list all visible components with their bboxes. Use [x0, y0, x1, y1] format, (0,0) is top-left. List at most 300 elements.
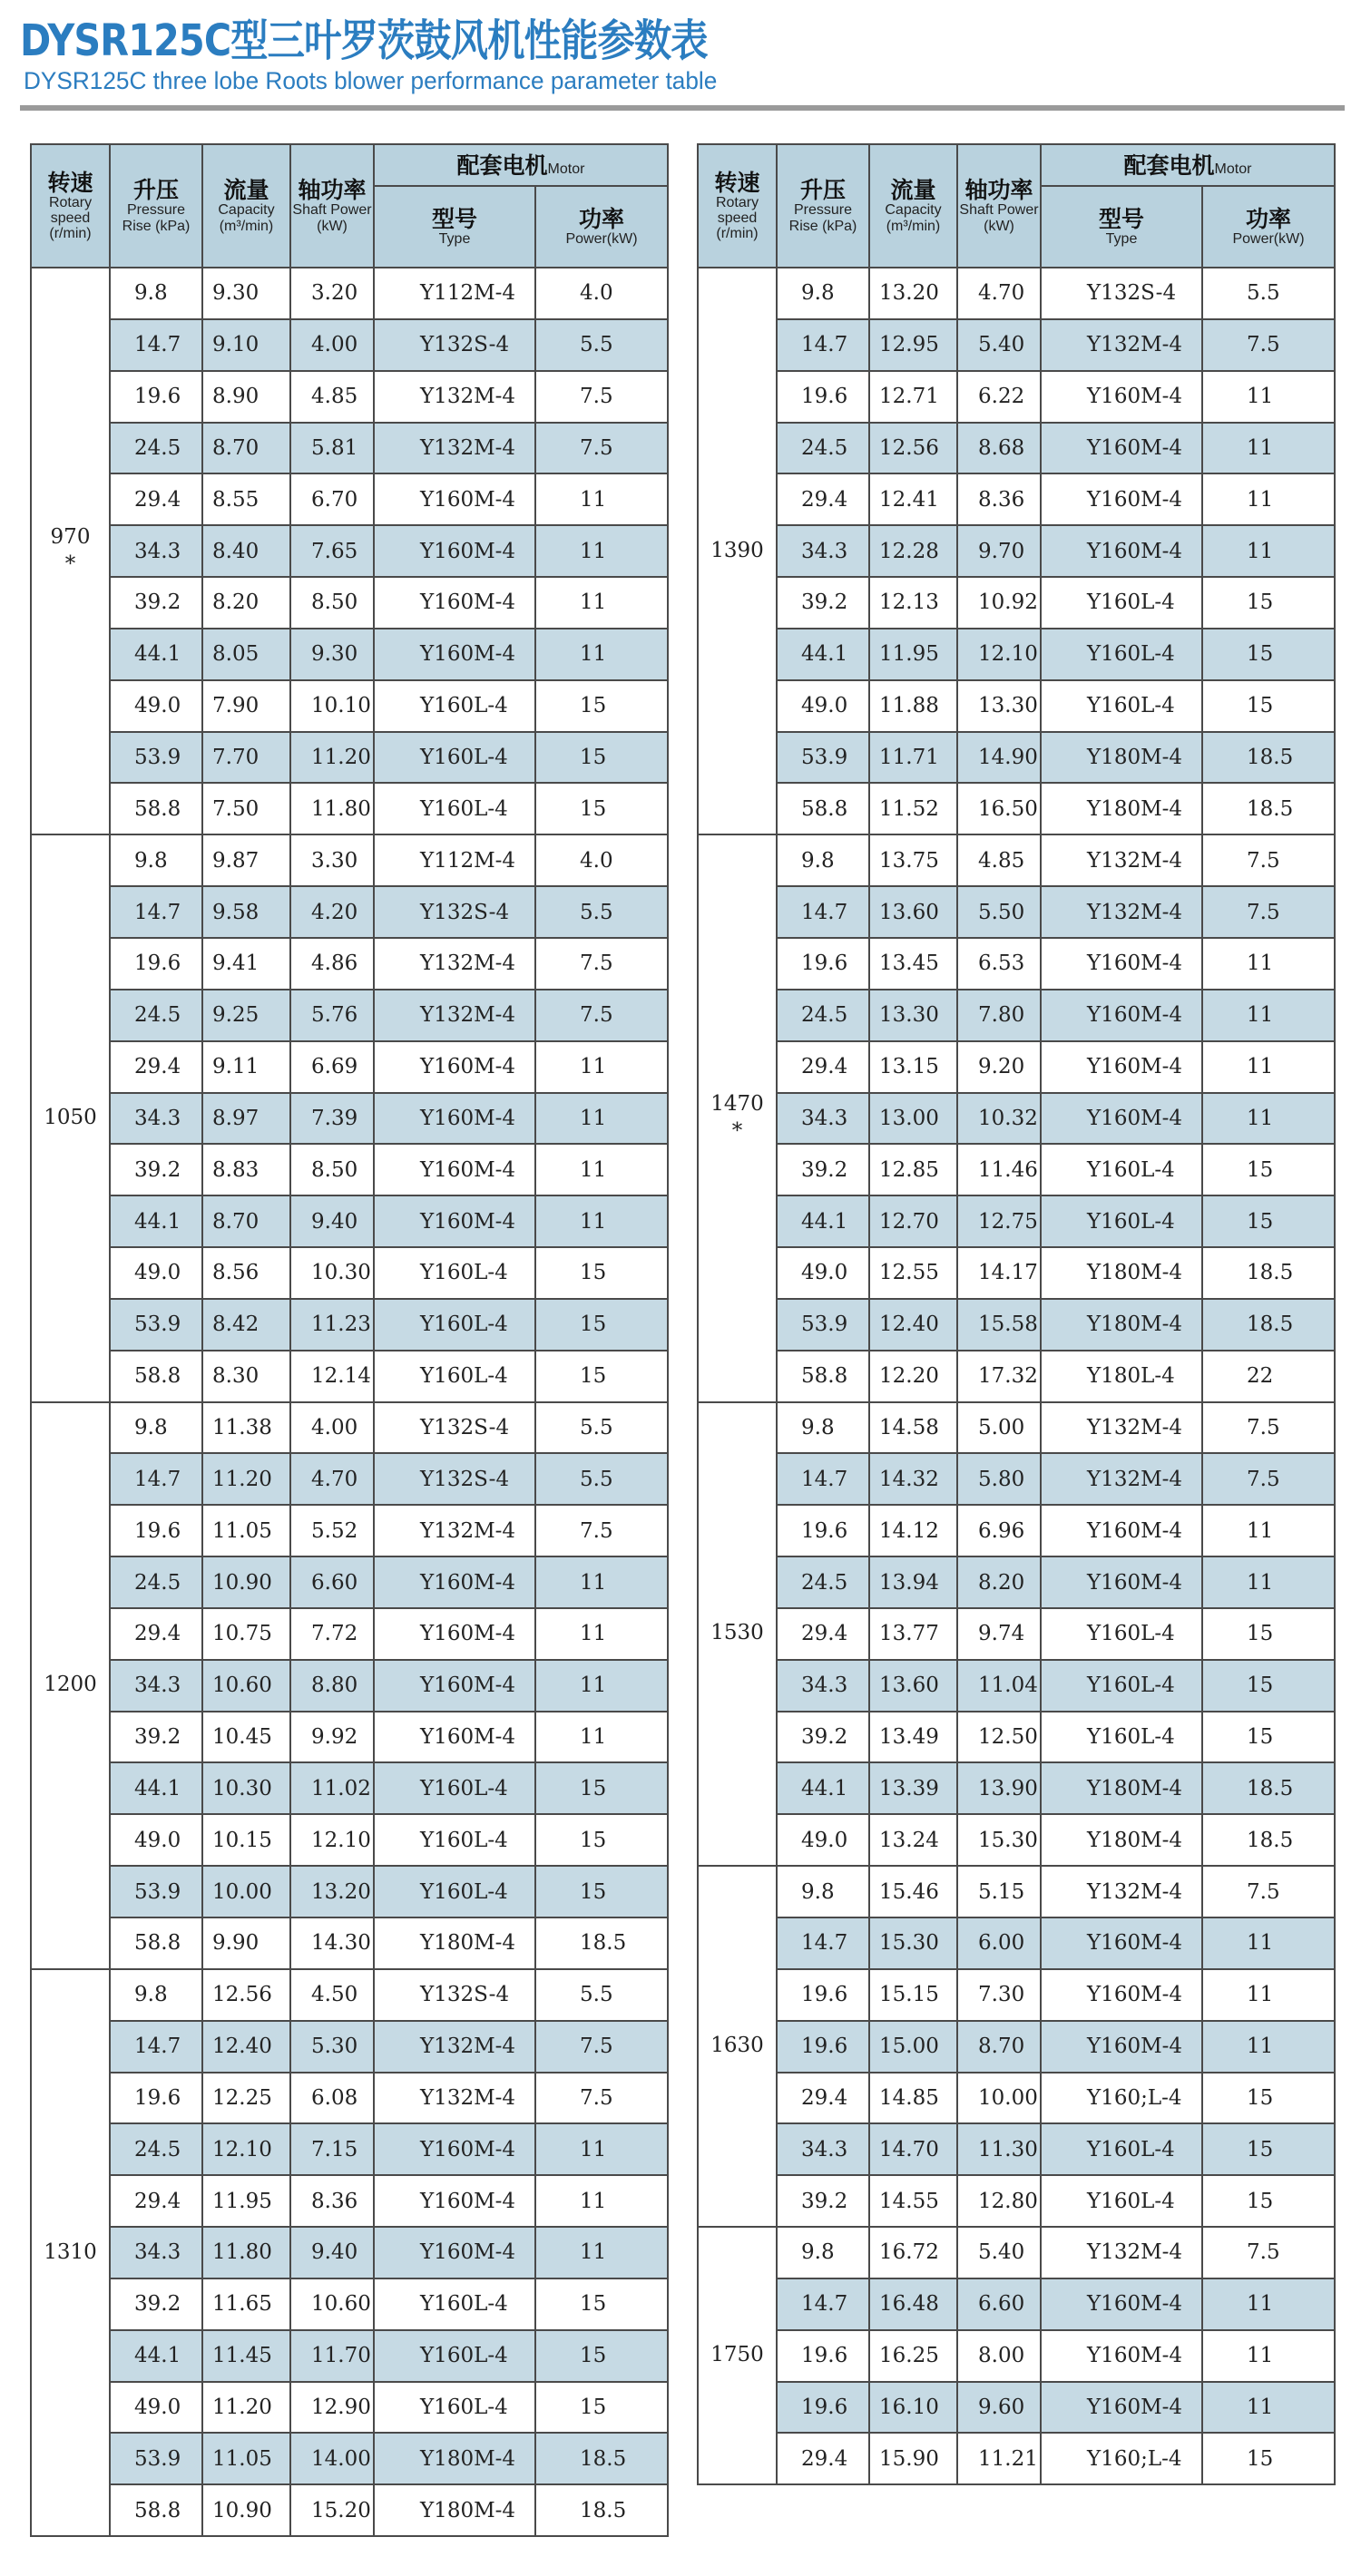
motor-type-cell: Y160M-4 [374, 1660, 535, 1712]
table-row [31, 473, 668, 525]
speed-cell [698, 1866, 777, 2227]
motor-type-cell: Y132M-4 [374, 990, 535, 1041]
header-pressure: 升压 Pressure Rise (kPa) [110, 144, 202, 268]
shaft-power-cell: 8.50 [290, 1144, 374, 1195]
shaft-power-cell: 5.81 [290, 423, 374, 474]
capacity-cell: 10.15 [202, 1814, 290, 1866]
shaft-power-cell: 11.02 [290, 1762, 374, 1814]
shaft-power-cell: 5.52 [290, 1505, 374, 1556]
motor-type-cell: Y132S-4 [374, 886, 535, 938]
pressure-cell: 19.6 [110, 371, 202, 423]
shaft-power-cell: 6.00 [957, 1917, 1041, 1969]
motor-type-cell: Y160L-4 [1041, 1660, 1202, 1712]
table-row [31, 423, 668, 474]
shaft-power-cell: 12.90 [290, 2382, 374, 2434]
pressure-cell: 9.8 [777, 2227, 869, 2278]
motor-power-cell: 11 [535, 1195, 668, 1247]
motor-type-cell: Y160L-4 [374, 732, 535, 784]
motor-power-cell: 11 [535, 1660, 668, 1712]
motor-type-cell: Y132M-4 [374, 1505, 535, 1556]
motor-power-cell: 15 [535, 1299, 668, 1351]
motor-power-cell: 11 [535, 1712, 668, 1763]
table-row [698, 1814, 1335, 1866]
motor-type-cell: Y160M-4 [374, 1144, 535, 1195]
motor-power-cell: 11 [535, 577, 668, 629]
shaft-power-cell: 3.20 [290, 268, 374, 319]
table-row [698, 1041, 1335, 1093]
shaft-power-cell: 4.50 [290, 1969, 374, 2021]
shaft-power-cell: 11.70 [290, 2330, 374, 2382]
pressure-cell: 14.7 [777, 886, 869, 938]
motor-type-cell: Y160L-4 [374, 2278, 535, 2330]
pressure-cell: 58.8 [110, 1351, 202, 1402]
motor-type-cell: Y160M-4 [374, 1608, 535, 1660]
capacity-cell: 12.55 [869, 1247, 957, 1299]
pressure-cell: 9.8 [110, 1969, 202, 2021]
table-row [31, 1608, 668, 1660]
motor-type-cell: Y160L-4 [374, 2382, 535, 2434]
motor-power-cell: 18.5 [1202, 1247, 1335, 1299]
table-row [698, 1556, 1335, 1608]
motor-type-cell: Y160L-4 [374, 1866, 535, 1917]
motor-type-cell: Y160L-4 [1041, 1195, 1202, 1247]
motor-power-cell: 18.5 [1202, 1762, 1335, 1814]
motor-type-cell: Y160M-4 [374, 473, 535, 525]
table-row [31, 1093, 668, 1145]
table-row [698, 577, 1335, 629]
table-row [698, 1144, 1335, 1195]
capacity-cell: 12.41 [869, 473, 957, 525]
motor-power-cell: 15 [535, 1814, 668, 1866]
motor-power-cell: 7.5 [1202, 1402, 1335, 1454]
pressure-cell: 29.4 [777, 2433, 869, 2484]
pressure-cell: 34.3 [777, 1660, 869, 1712]
table-row [31, 886, 668, 938]
shaft-power-cell: 9.20 [957, 1041, 1041, 1093]
pressure-cell: 39.2 [777, 577, 869, 629]
motor-type-cell: Y160M-4 [374, 525, 535, 577]
shaft-power-cell: 8.70 [957, 2021, 1041, 2073]
pressure-cell: 34.3 [110, 1660, 202, 1712]
shaft-power-cell: 6.69 [290, 1041, 374, 1093]
shaft-power-cell: 5.40 [957, 319, 1041, 371]
pressure-cell: 14.7 [110, 319, 202, 371]
pressure-cell: 19.6 [777, 938, 869, 990]
table-row [698, 2382, 1335, 2434]
shaft-power-cell: 15.20 [290, 2484, 374, 2536]
shaft-power-cell: 6.22 [957, 371, 1041, 423]
capacity-cell: 10.00 [202, 1866, 290, 1917]
shaft-power-cell: 12.50 [957, 1712, 1041, 1763]
pressure-cell: 14.7 [110, 2021, 202, 2073]
capacity-cell: 13.30 [869, 990, 957, 1041]
shaft-power-cell: 10.10 [290, 680, 374, 732]
capacity-cell: 8.55 [202, 473, 290, 525]
page-subtitle: DYSR125C three lobe Roots blower performance parameter table [24, 67, 718, 94]
capacity-cell: 8.05 [202, 629, 290, 680]
motor-power-cell: 11 [535, 1093, 668, 1145]
pressure-cell: 14.7 [777, 1917, 869, 1969]
capacity-cell: 11.05 [202, 2433, 290, 2484]
motor-type-cell: Y160M-4 [1041, 1505, 1202, 1556]
pressure-cell: 9.8 [110, 1402, 202, 1454]
motor-power-cell: 11 [1202, 1093, 1335, 1145]
capacity-cell: 8.97 [202, 1093, 290, 1145]
shaft-power-cell: 14.00 [290, 2433, 374, 2484]
pressure-cell: 58.8 [777, 783, 869, 834]
shaft-power-cell: 14.30 [290, 1917, 374, 1969]
shaft-power-cell: 4.70 [290, 1453, 374, 1505]
table-row [31, 2330, 668, 2382]
motor-power-cell: 7.5 [535, 2073, 668, 2124]
motor-power-cell: 11 [535, 473, 668, 525]
table-row [31, 1505, 668, 1556]
table-row [698, 1762, 1335, 1814]
shaft-power-cell: 7.15 [290, 2123, 374, 2175]
pressure-cell: 9.8 [777, 268, 869, 319]
shaft-power-cell: 6.60 [290, 1556, 374, 1608]
capacity-cell: 14.32 [869, 1453, 957, 1505]
motor-power-cell: 11 [1202, 938, 1335, 990]
motor-power-cell: 15 [1202, 577, 1335, 629]
motor-power-cell: 18.5 [535, 1917, 668, 1969]
motor-type-cell: Y132M-4 [374, 938, 535, 990]
motor-power-cell: 18.5 [535, 2484, 668, 2536]
shaft-power-cell: 10.92 [957, 577, 1041, 629]
motor-type-cell: Y160L-4 [374, 1299, 535, 1351]
shaft-power-cell: 7.72 [290, 1608, 374, 1660]
shaft-power-cell: 13.20 [290, 1866, 374, 1917]
pressure-cell: 44.1 [777, 1195, 869, 1247]
motor-power-cell: 15 [1202, 2073, 1335, 2124]
motor-type-cell: Y160L-4 [1041, 577, 1202, 629]
pressure-cell: 39.2 [110, 1712, 202, 1763]
capacity-cell: 11.52 [869, 783, 957, 834]
table-row [698, 1917, 1335, 1969]
header-speed: 转速 Rotary speed (r/min) [698, 144, 777, 268]
motor-power-cell: 15 [1202, 629, 1335, 680]
motor-power-cell: 15 [535, 2278, 668, 2330]
capacity-cell: 14.55 [869, 2175, 957, 2227]
shaft-power-cell: 6.08 [290, 2073, 374, 2124]
capacity-cell: 12.70 [869, 1195, 957, 1247]
table-row [698, 2123, 1335, 2175]
pressure-cell: 19.6 [777, 2382, 869, 2434]
motor-power-cell: 15 [535, 732, 668, 784]
speed-value: 1050 [44, 1105, 97, 1129]
table-row [698, 1866, 1335, 1917]
shaft-power-cell: 9.70 [957, 525, 1041, 577]
pressure-cell: 49.0 [777, 680, 869, 732]
motor-power-cell: 7.5 [535, 938, 668, 990]
capacity-cell: 12.56 [202, 1969, 290, 2021]
table-row [31, 1351, 668, 1402]
capacity-cell: 12.28 [869, 525, 957, 577]
shaft-power-cell: 7.80 [957, 990, 1041, 1041]
pressure-cell: 39.2 [777, 1712, 869, 1763]
motor-power-cell: 11 [1202, 2021, 1335, 2073]
performance-table-right [697, 143, 1336, 2485]
shaft-power-cell: 4.70 [957, 268, 1041, 319]
speed-cell [31, 268, 110, 834]
table-row [698, 1247, 1335, 1299]
capacity-cell: 13.00 [869, 1093, 957, 1145]
pressure-cell: 49.0 [110, 680, 202, 732]
pressure-cell: 29.4 [110, 2175, 202, 2227]
motor-type-cell: Y180M-4 [374, 2484, 535, 2536]
pressure-cell: 14.7 [110, 1453, 202, 1505]
motor-type-cell: Y160M-4 [374, 629, 535, 680]
title-divider [20, 105, 1345, 111]
motor-type-cell: Y160L-4 [374, 783, 535, 834]
motor-power-cell: 18.5 [535, 2433, 668, 2484]
capacity-cell: 11.80 [202, 2227, 290, 2278]
table-row [698, 1969, 1335, 2021]
motor-power-cell: 7.5 [535, 371, 668, 423]
capacity-cell: 11.65 [202, 2278, 290, 2330]
motor-power-cell: 11 [1202, 1556, 1335, 1608]
header-shaft-power: 轴功率 Shaft Power (kW) [957, 144, 1041, 268]
table-row [698, 1299, 1335, 1351]
table-row [31, 834, 668, 886]
table-row [31, 629, 668, 680]
motor-power-cell: 11 [1202, 423, 1335, 474]
motor-power-cell: 18.5 [1202, 1814, 1335, 1866]
shaft-power-cell: 9.60 [957, 2382, 1041, 2434]
header-pressure: 升压 Pressure Rise (kPa) [777, 144, 869, 268]
motor-power-cell: 4.0 [535, 834, 668, 886]
table-row [31, 1402, 668, 1454]
capacity-cell: 12.56 [869, 423, 957, 474]
shaft-power-cell: 12.10 [957, 629, 1041, 680]
capacity-cell: 13.49 [869, 1712, 957, 1763]
motor-power-cell: 11 [1202, 2330, 1335, 2382]
table-row [698, 732, 1335, 784]
shaft-power-cell: 4.00 [290, 1402, 374, 1454]
table-row [698, 834, 1335, 886]
motor-power-cell: 15 [1202, 2123, 1335, 2175]
motor-type-cell: Y160;L-4 [1041, 2073, 1202, 2124]
pressure-cell: 34.3 [777, 2123, 869, 2175]
pressure-cell: 29.4 [110, 1041, 202, 1093]
shaft-power-cell: 8.50 [290, 577, 374, 629]
table-row [698, 1093, 1335, 1145]
motor-type-cell: Y132S-4 [374, 1969, 535, 2021]
shaft-power-cell: 12.75 [957, 1195, 1041, 1247]
capacity-cell: 10.60 [202, 1660, 290, 1712]
shaft-power-cell: 8.80 [290, 1660, 374, 1712]
table-row [698, 2073, 1335, 2124]
motor-type-cell: Y180L-4 [1041, 1351, 1202, 1402]
motor-power-cell: 15 [1202, 1195, 1335, 1247]
pressure-cell: 14.7 [777, 2278, 869, 2330]
motor-type-cell: Y132M-4 [374, 2073, 535, 2124]
speed-value: 1530 [710, 1621, 764, 1645]
motor-power-cell: 11 [535, 2227, 668, 2278]
motor-type-cell: Y160M-4 [374, 1041, 535, 1093]
motor-power-cell: 15 [1202, 1608, 1335, 1660]
pressure-cell: 44.1 [777, 629, 869, 680]
motor-power-cell: 15 [1202, 2175, 1335, 2227]
pressure-cell: 19.6 [777, 2021, 869, 2073]
shaft-power-cell: 5.40 [957, 2227, 1041, 2278]
capacity-cell: 16.48 [869, 2278, 957, 2330]
capacity-cell: 15.00 [869, 2021, 957, 2073]
capacity-cell: 11.38 [202, 1402, 290, 1454]
motor-type-cell: Y160L-4 [1041, 1144, 1202, 1195]
table-row [31, 1041, 668, 1093]
capacity-cell: 15.46 [869, 1866, 957, 1917]
table-row [31, 938, 668, 990]
table-row [31, 1969, 668, 2021]
pressure-cell: 24.5 [777, 990, 869, 1041]
speed-value: 1470 [710, 1092, 764, 1117]
shaft-power-cell: 6.60 [957, 2278, 1041, 2330]
motor-power-cell: 11 [1202, 1505, 1335, 1556]
speed-cell [698, 2227, 777, 2484]
motor-power-cell: 15 [1202, 680, 1335, 732]
motor-power-cell: 11 [535, 525, 668, 577]
capacity-cell: 9.10 [202, 319, 290, 371]
capacity-cell: 11.20 [202, 1453, 290, 1505]
table-row [31, 525, 668, 577]
capacity-cell: 11.45 [202, 2330, 290, 2382]
page-title: DYSR125C型三叶罗茨鼓风机性能参数表 [20, 15, 708, 66]
capacity-cell: 9.58 [202, 886, 290, 938]
motor-type-cell: Y160M-4 [1041, 423, 1202, 474]
pressure-cell: 19.6 [777, 2330, 869, 2382]
shaft-power-cell: 6.53 [957, 938, 1041, 990]
motor-type-cell: Y160M-4 [1041, 371, 1202, 423]
table-row [31, 1453, 668, 1505]
shaft-power-cell: 9.40 [290, 1195, 374, 1247]
motor-power-cell: 11 [1202, 1041, 1335, 1093]
shaft-power-cell: 5.00 [957, 1402, 1041, 1454]
shaft-power-cell: 12.80 [957, 2175, 1041, 2227]
motor-type-cell: Y160;L-4 [1041, 2433, 1202, 2484]
table-row [31, 319, 668, 371]
capacity-cell: 15.15 [869, 1969, 957, 2021]
speed-cell [31, 1969, 110, 2536]
table-row [698, 629, 1335, 680]
table-row [698, 2433, 1335, 2484]
capacity-cell: 13.60 [869, 1660, 957, 1712]
shaft-power-cell: 10.30 [290, 1247, 374, 1299]
motor-power-cell: 7.5 [1202, 1453, 1335, 1505]
shaft-power-cell: 8.20 [957, 1556, 1041, 1608]
motor-power-cell: 22 [1202, 1351, 1335, 1402]
capacity-cell: 16.10 [869, 2382, 957, 2434]
capacity-cell: 10.30 [202, 1762, 290, 1814]
pressure-cell: 19.6 [777, 1505, 869, 1556]
table-row [31, 680, 668, 732]
speed-value: 1630 [710, 2034, 764, 2058]
motor-power-cell: 5.5 [535, 886, 668, 938]
shaft-power-cell: 12.14 [290, 1351, 374, 1402]
motor-type-cell: Y160L-4 [374, 2330, 535, 2382]
pressure-cell: 29.4 [110, 1608, 202, 1660]
capacity-cell: 11.95 [202, 2175, 290, 2227]
motor-power-cell: 5.5 [535, 1402, 668, 1454]
motor-type-cell: Y132S-4 [1041, 268, 1202, 319]
table-row [698, 1351, 1335, 1402]
capacity-cell: 13.15 [869, 1041, 957, 1093]
pressure-cell: 19.6 [110, 1505, 202, 1556]
pressure-cell: 49.0 [110, 1247, 202, 1299]
shaft-power-cell: 16.50 [957, 783, 1041, 834]
motor-power-cell: 11 [535, 629, 668, 680]
motor-power-cell: 15 [535, 1247, 668, 1299]
pressure-cell: 9.8 [777, 1402, 869, 1454]
motor-type-cell: Y160M-4 [1041, 1917, 1202, 1969]
pressure-cell: 49.0 [110, 1814, 202, 1866]
motor-power-cell: 11 [1202, 525, 1335, 577]
pressure-cell: 49.0 [110, 2382, 202, 2434]
shaft-power-cell: 7.30 [957, 1969, 1041, 2021]
shaft-power-cell: 6.70 [290, 473, 374, 525]
header-capacity: 流量 Capacity (m³/min) [202, 144, 290, 268]
capacity-cell: 7.70 [202, 732, 290, 784]
pressure-cell: 29.4 [777, 2073, 869, 2124]
shaft-power-cell: 9.30 [290, 629, 374, 680]
motor-power-cell: 18.5 [1202, 783, 1335, 834]
capacity-cell: 8.56 [202, 1247, 290, 1299]
speed-value: 1750 [710, 2343, 764, 2367]
table-row [31, 371, 668, 423]
capacity-cell: 14.58 [869, 1402, 957, 1454]
shaft-power-cell: 14.17 [957, 1247, 1041, 1299]
capacity-cell: 9.30 [202, 268, 290, 319]
motor-power-cell: 7.5 [1202, 319, 1335, 371]
table-row [698, 268, 1335, 319]
table-row [698, 783, 1335, 834]
motor-type-cell: Y160M-4 [1041, 1969, 1202, 2021]
capacity-cell: 12.25 [202, 2073, 290, 2124]
motor-type-cell: Y160M-4 [374, 1712, 535, 1763]
pressure-cell: 9.8 [777, 1866, 869, 1917]
shaft-power-cell: 11.23 [290, 1299, 374, 1351]
table-row [698, 2175, 1335, 2227]
table-row [31, 2278, 668, 2330]
shaft-power-cell: 7.65 [290, 525, 374, 577]
shaft-power-cell: 10.00 [957, 2073, 1041, 2124]
capacity-cell: 13.24 [869, 1814, 957, 1866]
pressure-cell: 34.3 [110, 525, 202, 577]
motor-power-cell: 15 [535, 680, 668, 732]
motor-power-cell: 15 [535, 1351, 668, 1402]
speed-cell [698, 1402, 777, 1867]
motor-type-cell: Y160L-4 [1041, 1712, 1202, 1763]
table-row [698, 2278, 1335, 2330]
motor-type-cell: Y132S-4 [374, 319, 535, 371]
pressure-cell: 53.9 [110, 732, 202, 784]
motor-power-cell: 11 [1202, 990, 1335, 1041]
table-row [31, 2123, 668, 2175]
pressure-cell: 24.5 [110, 2123, 202, 2175]
shaft-power-cell: 17.32 [957, 1351, 1041, 1402]
pressure-cell: 58.8 [110, 2484, 202, 2536]
pressure-cell: 58.8 [110, 1917, 202, 1969]
table-row [31, 1247, 668, 1299]
table-row [31, 1814, 668, 1866]
pressure-cell: 29.4 [110, 473, 202, 525]
speed-value: 1390 [710, 538, 764, 562]
capacity-cell: 11.95 [869, 629, 957, 680]
motor-type-cell: Y180M-4 [374, 2433, 535, 2484]
motor-type-cell: Y160L-4 [374, 1814, 535, 1866]
capacity-cell: 7.90 [202, 680, 290, 732]
motor-type-cell: Y160M-4 [374, 2123, 535, 2175]
